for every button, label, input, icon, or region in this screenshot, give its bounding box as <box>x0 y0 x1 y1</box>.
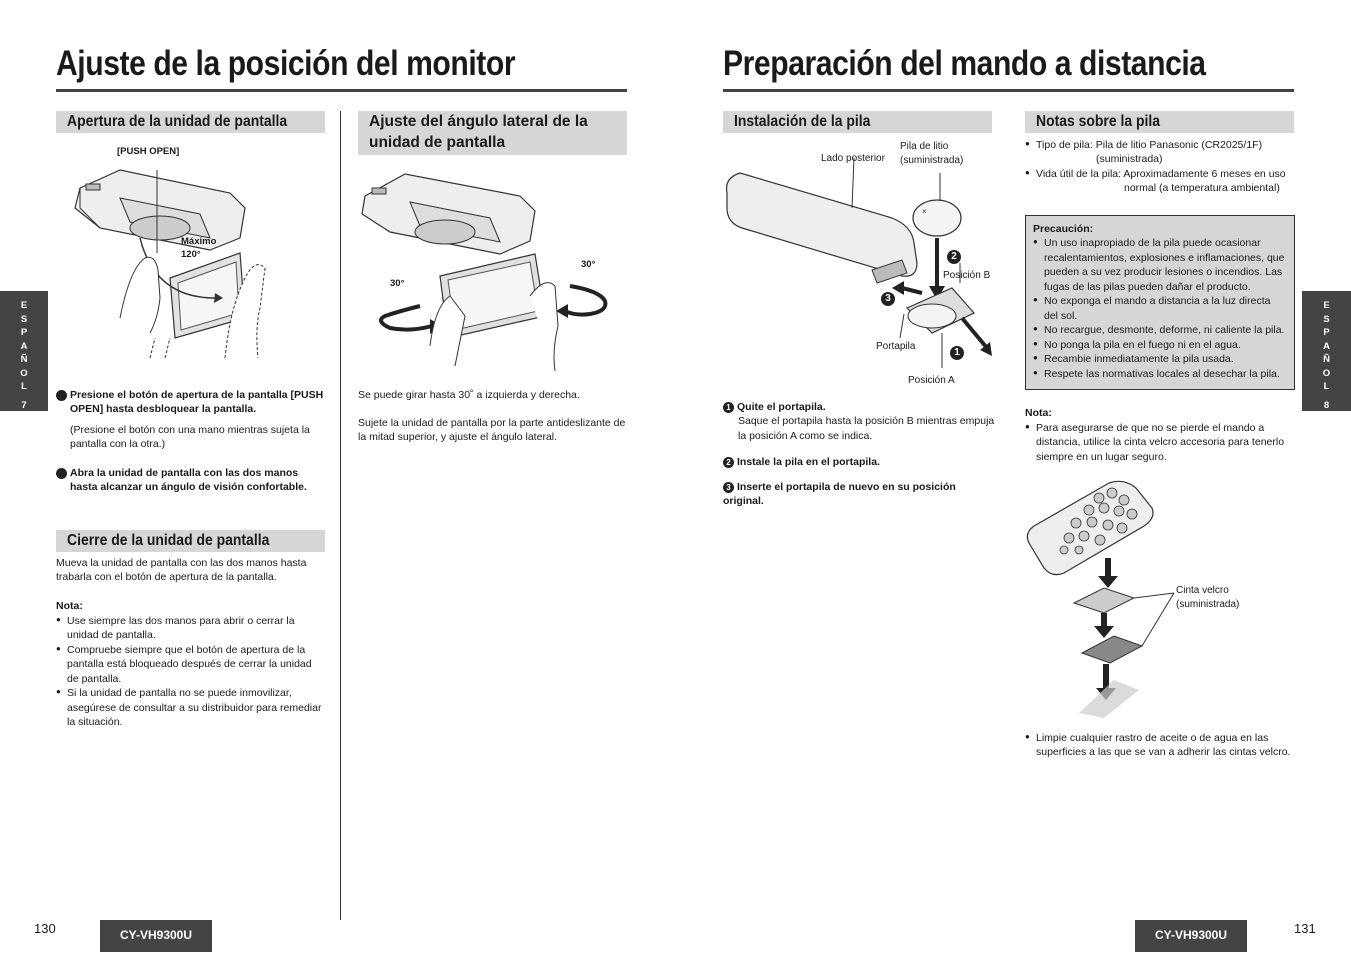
precaucion-list <box>1033 236 1287 381</box>
side-tab-letter: O <box>20 367 28 379</box>
cierre-note: ● Si la unidad de pantalla no se puede inmovilizar, asegúrese de consultar a su distribuidor para remediar la situación. <box>56 686 326 729</box>
battery-life-item <box>1025 167 1295 196</box>
side-tab-letter: O <box>1322 367 1331 379</box>
battery-type-supplied: (suministrada) <box>1096 153 1163 166</box>
side-tab-letter: E <box>1323 300 1330 311</box>
title-rule-right <box>723 89 1294 92</box>
notas-nota-label: Nota: <box>1025 407 1052 419</box>
step-3-text: Inserte el portapila de nuevo en su posición original. <box>723 481 956 508</box>
velcro-illustration <box>1024 478 1184 723</box>
step-1-text: Presione el botón de apertura de la pantalla [PUSH OPEN] hasta desbloquear la pantalla. <box>70 389 324 416</box>
label-lado-posterior: Lado posterior <box>821 153 885 164</box>
step-1-note: (Presione el botón con una mano mientras sujeta la pantalla con la otra.) <box>70 423 310 451</box>
model-badge-left: CY-VH9300U <box>100 920 212 952</box>
side-tab-letter: E <box>20 300 28 311</box>
label-posicion-b: Posición B <box>943 270 991 281</box>
section-heading-cierre: Cierre de la unidad de pantalla <box>56 530 325 552</box>
precaucion-item: ● No recargue, desmonte, deforme, ni caliente la pila. <box>1033 323 1287 337</box>
cinta-velcro-text: Cinta velcro <box>1176 585 1229 596</box>
instalacion-step-3 <box>723 480 995 509</box>
pila-litio-text: Pila de litio <box>900 141 949 152</box>
step-number-1: 1 <box>56 390 67 401</box>
page-title-left: Ajuste de la posición del monitor <box>56 44 516 83</box>
title-rule-left <box>56 89 627 92</box>
precaucion-item: ● Recambie inmediatamente la pila usada. <box>1033 352 1287 366</box>
column-divider <box>340 111 341 920</box>
nota-item: ● Para asegurarse de que no se pierde el mando a distancia, utilice la cinta velcro accesoria para tenerlo siempre en un lugar seguro. <box>1025 421 1295 464</box>
precaucion-box <box>1025 215 1295 390</box>
diagram-badge-2: 2 <box>947 250 961 264</box>
section-heading-instalacion: Instalación de la pila <box>723 111 992 133</box>
maximo-label <box>181 235 216 262</box>
label-cinta-velcro <box>1176 584 1239 612</box>
section-heading-lateral: Ajuste del ángulo lateral de la unidad de pantalla <box>358 111 627 155</box>
lateral-text-1: Se puede girar hasta 30˚ a izquierda y derecha. <box>358 389 580 401</box>
cinta-suministrada-text: (suministrada) <box>1176 599 1240 610</box>
step-number-1: 1 <box>723 402 734 413</box>
label-posicion-a: Posición A <box>908 375 955 386</box>
side-tab-letter: A <box>1323 340 1330 352</box>
page-number-left: 130 <box>34 921 56 936</box>
side-tab-letter: P <box>20 327 28 338</box>
step-2-text: Instale la pila en el portapila. <box>737 456 880 468</box>
side-tab-letter: Ñ <box>20 354 28 365</box>
lateral-text-2: Sujete la unidad de pantalla por la parte antideslizante de la mitad superior, y ajuste el ángulo lateral. <box>358 417 626 444</box>
nota-list <box>1025 421 1295 464</box>
svg-text:×: × <box>922 207 927 216</box>
diagram-badge-1: 1 <box>950 346 964 360</box>
side-tab-letter: Ñ <box>1323 354 1330 365</box>
battery-info-list <box>1025 138 1295 196</box>
page-title-right: Preparación del mando a distancia <box>723 44 1206 83</box>
angle-120-text: 120° <box>181 249 201 261</box>
limpie-item: ● Limpie cualquier rastro de aceite o de agua en las superficies a las que se van a adherir las cintas velcro. <box>1025 731 1297 760</box>
page-number-right: 131 <box>1294 921 1316 936</box>
side-tab-number: 7 <box>21 399 27 411</box>
side-tab-left <box>0 291 48 411</box>
instalacion-step-1 <box>723 400 995 443</box>
step-number-2: 2 <box>56 468 67 479</box>
label-portapila: Portapila <box>876 341 916 352</box>
monitor-open-illustration <box>60 158 280 358</box>
step-1-title: Quite el portapila. <box>737 401 826 413</box>
side-tab-letter: A <box>20 340 28 352</box>
precaucion-item: ● No exponga el mando a distancia a la luz directa del sol. <box>1033 294 1287 323</box>
cierre-text: Mueva la unidad de pantalla con las dos manos hasta trabarla con el botón de apertura de la pantalla. <box>56 557 307 584</box>
push-open-label: [PUSH OPEN] <box>117 146 180 157</box>
side-tab-letter: S <box>20 313 28 325</box>
step-1-text: Saque el portapila hasta la posición B mientras empuja la posición A como se indica. <box>738 415 995 442</box>
maximo-text: Máximo <box>181 236 217 247</box>
precaucion-item: ● No ponga la pila en el fuego ni en el agua. <box>1033 338 1287 352</box>
precaucion-label: Precaución: <box>1033 223 1094 235</box>
cierre-notes-list <box>56 614 326 730</box>
angle-right-label: 30° <box>581 259 596 270</box>
side-tab-letter: P <box>1323 327 1330 338</box>
apertura-step-1 <box>52 388 326 452</box>
pila-suministrada-text: (suministrada) <box>900 154 964 166</box>
side-tab-letter: L <box>21 381 27 392</box>
battery-life-condition: normal (a temperatura ambiental) <box>1124 182 1280 195</box>
diagram-badge-3: 3 <box>881 292 895 306</box>
section-heading-apertura: Apertura de la unidad de pantalla <box>56 111 325 133</box>
side-tab-number: 8 <box>1323 399 1330 411</box>
side-tab-letter: L <box>1323 381 1330 392</box>
section-heading-notas: Notas sobre la pila <box>1025 111 1294 133</box>
step-number-3: 3 <box>723 482 734 493</box>
battery-life-text: ● Vida útil de la pila: Aproximadamente 6 meses en uso <box>1036 167 1286 180</box>
cierre-nota-label: Nota: <box>56 600 83 612</box>
battery-type-text: ● Tipo de pila: Pila de litio Panasonic (CR2025/1F) <box>1036 139 1263 151</box>
cierre-note: ● Use siempre las dos manos para abrir o cerrar la unidad de pantalla. <box>56 614 326 643</box>
precaucion-item: ● Respete las normativas locales al desechar la pila. <box>1033 367 1287 381</box>
label-pila-litio <box>900 140 963 167</box>
limpie-list <box>1025 731 1297 760</box>
model-badge-right: CY-VH9300U <box>1135 920 1247 952</box>
side-tab-right <box>1302 291 1351 411</box>
angle-left-label: 30° <box>390 278 405 289</box>
apertura-step-2 <box>52 466 326 495</box>
battery-type-item <box>1025 138 1295 167</box>
step-2-text: Abra la unidad de pantalla con las dos manos hasta alcanzar un ángulo de visión confortable. <box>70 467 307 494</box>
precaucion-item: ● Un uso inapropiado de la pila puede ocasionar recalentamientos, explosiones e inflamaciones, que pueden a su vez producir lesiones o incendios. Las fugas de las pilas pueden dañar el producto. <box>1033 236 1287 294</box>
step-number-2: 2 <box>723 457 734 468</box>
cierre-note: ● Compruebe siempre que el botón de apertura de la pantalla está bloqueado después de cerrar la unidad de pantalla. <box>56 643 326 686</box>
instalacion-step-2 <box>723 455 995 469</box>
side-tab-letter: S <box>1323 313 1330 325</box>
